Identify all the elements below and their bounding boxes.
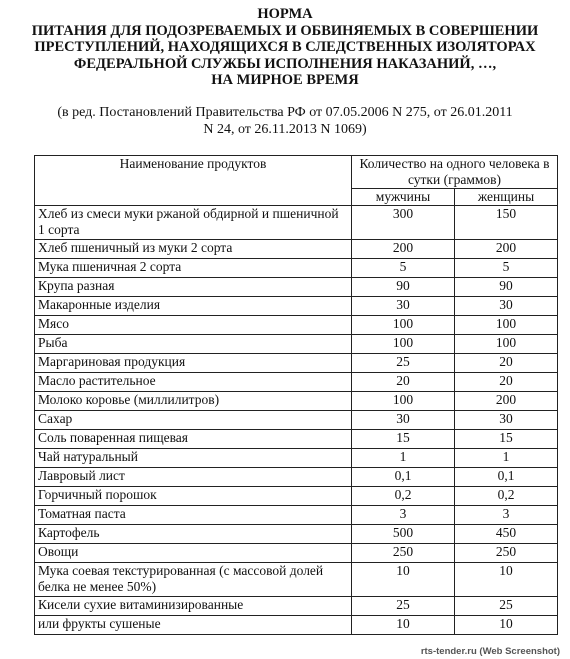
women-amount-cell: 30 bbox=[455, 411, 558, 430]
table-row bbox=[35, 259, 558, 278]
title-line: ПИТАНИЯ ДЛЯ ПОДОЗРЕВАЕМЫХ И ОБВИНЯЕМЫХ В СОВЕРШЕНИИ bbox=[31, 22, 539, 39]
women-amount-cell: 10 bbox=[455, 616, 558, 635]
women-amount-cell: 20 bbox=[455, 354, 558, 373]
product-name-cell: Мука пшеничная 2 сорта bbox=[35, 259, 352, 278]
women-amount-cell: 25 bbox=[455, 597, 558, 616]
women-amount-cell: 30 bbox=[455, 297, 558, 316]
table-row bbox=[35, 278, 558, 297]
men-amount-cell: 10 bbox=[352, 563, 455, 597]
women-amount-cell: 200 bbox=[455, 392, 558, 411]
product-name-cell: Лавровый лист bbox=[35, 468, 352, 487]
men-amount-cell: 200 bbox=[352, 240, 455, 259]
table-row bbox=[35, 411, 558, 430]
revision-line: (в ред. Постановлений Правительства РФ от 07.05.2006 N 275, от 26.01.2011 bbox=[57, 105, 513, 120]
men-amount-cell: 300 bbox=[352, 206, 455, 240]
women-amount-cell: 10 bbox=[455, 563, 558, 597]
product-name-cell: Макаронные изделия bbox=[35, 297, 352, 316]
table-row bbox=[35, 373, 558, 392]
women-amount-cell: 100 bbox=[455, 335, 558, 354]
table-row bbox=[35, 506, 558, 525]
women-amount-cell: 5 bbox=[455, 259, 558, 278]
document-title bbox=[0, 6, 570, 89]
product-name-cell: Молоко коровье (миллилитров) bbox=[35, 392, 352, 411]
product-name-cell: Мясо bbox=[35, 316, 352, 335]
men-amount-cell: 3 bbox=[352, 506, 455, 525]
product-name-cell: Сахар bbox=[35, 411, 352, 430]
table-row bbox=[35, 240, 558, 259]
men-amount-cell: 10 bbox=[352, 616, 455, 635]
product-name-cell: Рыба bbox=[35, 335, 352, 354]
product-name-cell: Горчичный порошок bbox=[35, 487, 352, 506]
men-amount-cell: 1 bbox=[352, 449, 455, 468]
table-row bbox=[35, 544, 558, 563]
header-men: мужчины bbox=[352, 189, 455, 206]
men-amount-cell: 20 bbox=[352, 373, 455, 392]
header-product-name: Наименование продуктов bbox=[35, 156, 352, 206]
food-norm-table bbox=[34, 155, 558, 635]
table-row bbox=[35, 335, 558, 354]
men-amount-cell: 25 bbox=[352, 597, 455, 616]
product-name-cell: Масло растительное bbox=[35, 373, 352, 392]
table-row bbox=[35, 206, 558, 240]
men-amount-cell: 100 bbox=[352, 335, 455, 354]
table-row bbox=[35, 316, 558, 335]
women-amount-cell: 200 bbox=[455, 240, 558, 259]
table-row bbox=[35, 487, 558, 506]
men-amount-cell: 250 bbox=[352, 544, 455, 563]
table-row bbox=[35, 449, 558, 468]
men-amount-cell: 25 bbox=[352, 354, 455, 373]
table-row bbox=[35, 468, 558, 487]
table-row bbox=[35, 563, 558, 597]
product-name-cell: Томатная паста bbox=[35, 506, 352, 525]
title-line: НОРМА bbox=[257, 6, 313, 22]
women-amount-cell: 90 bbox=[455, 278, 558, 297]
product-name-cell: Овощи bbox=[35, 544, 352, 563]
men-amount-cell: 500 bbox=[352, 525, 455, 544]
men-amount-cell: 30 bbox=[352, 297, 455, 316]
table-row bbox=[35, 525, 558, 544]
women-amount-cell: 1 bbox=[455, 449, 558, 468]
table-row bbox=[35, 430, 558, 449]
product-name-cell: Хлеб пшеничный из муки 2 сорта bbox=[35, 240, 352, 259]
table-body bbox=[35, 206, 558, 635]
women-amount-cell: 250 bbox=[455, 544, 558, 563]
title-line: НА МИРНОЕ ВРЕМЯ bbox=[211, 72, 359, 88]
women-amount-cell: 100 bbox=[455, 316, 558, 335]
product-name-cell: Картофель bbox=[35, 525, 352, 544]
product-name-cell: Маргариновая продукция bbox=[35, 354, 352, 373]
women-amount-cell: 15 bbox=[455, 430, 558, 449]
product-name-cell: Соль поваренная пищевая bbox=[35, 430, 352, 449]
men-amount-cell: 90 bbox=[352, 278, 455, 297]
women-amount-cell: 3 bbox=[455, 506, 558, 525]
women-amount-cell: 150 bbox=[455, 206, 558, 240]
men-amount-cell: 0,2 bbox=[352, 487, 455, 506]
women-amount-cell: 0,2 bbox=[455, 487, 558, 506]
men-amount-cell: 5 bbox=[352, 259, 455, 278]
product-name-cell: Чай натуральный bbox=[35, 449, 352, 468]
table-row bbox=[35, 597, 558, 616]
watermark: rts-tender.ru (Web Screenshot) bbox=[420, 646, 560, 657]
table-row bbox=[35, 616, 558, 635]
title-line: ПРЕСТУПЛЕНИЙ, НАХОДЯЩИХСЯ В СЛЕДСТВЕННЫХ ИЗОЛЯТОРАХ bbox=[34, 39, 536, 55]
women-amount-cell: 0,1 bbox=[455, 468, 558, 487]
women-amount-cell: 20 bbox=[455, 373, 558, 392]
men-amount-cell: 100 bbox=[352, 316, 455, 335]
revision-line: N 24, от 26.11.2013 N 1069) bbox=[203, 122, 367, 137]
men-amount-cell: 100 bbox=[352, 392, 455, 411]
table-row bbox=[35, 392, 558, 411]
product-name-cell: или фрукты сушеные bbox=[35, 616, 352, 635]
header-women: женщины bbox=[455, 189, 558, 206]
revision-note bbox=[0, 104, 570, 138]
product-name-cell: Мука соевая текстурированная (с массовой долей белка не менее 50%) bbox=[35, 563, 352, 597]
men-amount-cell: 0,1 bbox=[352, 468, 455, 487]
product-name-cell: Крупа разная bbox=[35, 278, 352, 297]
women-amount-cell: 450 bbox=[455, 525, 558, 544]
table-row bbox=[35, 354, 558, 373]
men-amount-cell: 30 bbox=[352, 411, 455, 430]
header-quantity: Количество на одного человека в сутки (граммов) bbox=[352, 156, 558, 189]
product-name-cell: Хлеб из смеси муки ржаной обдирной и пшеничной 1 сорта bbox=[35, 206, 352, 240]
men-amount-cell: 15 bbox=[352, 430, 455, 449]
title-line: ФЕДЕРАЛЬНОЙ СЛУЖБЫ ИСПОЛНЕНИЯ НАКАЗАНИЙ, …, bbox=[73, 55, 497, 72]
product-name-cell: Кисели сухие витаминизированные bbox=[35, 597, 352, 616]
table-row bbox=[35, 297, 558, 316]
